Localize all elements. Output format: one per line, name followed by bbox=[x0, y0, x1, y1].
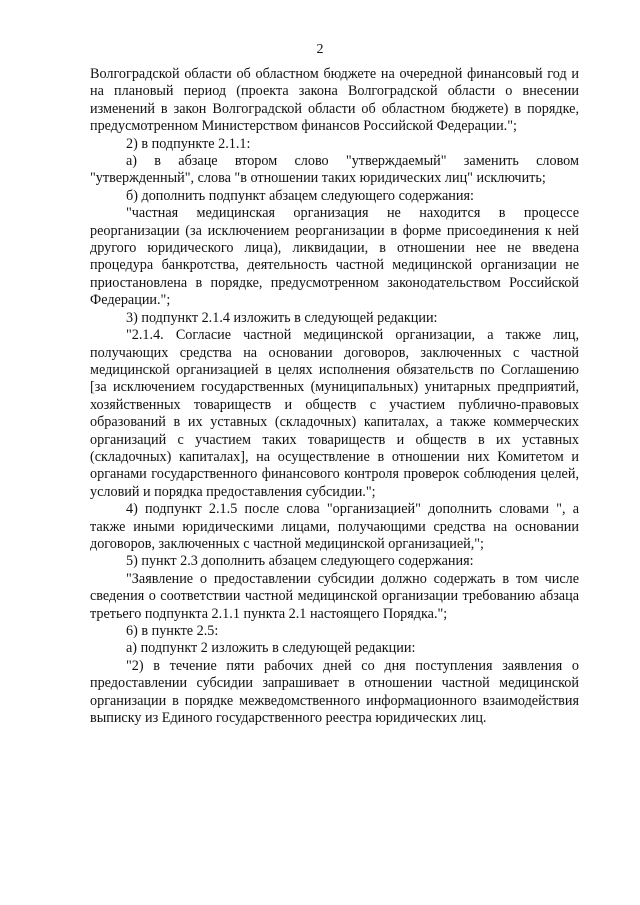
paragraph-quote-2-1-4: "2.1.4. Согласие частной медицинской организации, а также лиц, получающих средства на основании договоров, заключенных с частной медицинской организацией в целях исполнения обязательств по Соглашению [за исключением государственных (муниципальных) унитарных предприятий, хозяйственных товариществ и обществ с участием публично-правовых образований в их уставных (складочных) капиталах, а также коммерческих организаций с участием таких товариществ и обществ в их уставных (складочных) капиталах], на осуществление в отношении них Комитетом и органами государственного финансового контроля проверок соблюдения целей, условий и порядка предоставления субсидии."; bbox=[90, 327, 579, 500]
paragraph-subitem-b: б) дополнить подпункт абзацем следующего содержания: bbox=[126, 187, 474, 204]
paragraph-quote-2: "2) в течение пяти рабочих дней со дня поступления заявления о предоставлении субсидии запрашивает в отношении частной медицинской организации в порядке межведомственного информационного взаимодействия выписку из Единого государственного реестра юридических лиц. bbox=[90, 657, 579, 727]
paragraph-item-6-subitem-a: а) подпункт 2 изложить в следующей редакции: bbox=[126, 640, 416, 657]
paragraph-item-5: 5) пункт 2.3 дополнить абзацем следующего содержания: bbox=[126, 553, 474, 570]
paragraph-subitem-a: а) в абзаце втором слово "утверждаемый" заменить словом "утвержденный", слова "в отношении таких юридических лиц" исключить; bbox=[90, 153, 579, 187]
paragraph-quote-organization: "частная медицинская организация не находится в процессе реорганизации (за исключением реорганизации в форме присоединения к ней другого юридического лица), ликвидации, в отношении нее не введена процедура банкротства, деятельность частной медицинской организации не приостановлена в порядке, предусмотренном законодательством Российской Федерации."; bbox=[90, 205, 579, 309]
document-body bbox=[90, 66, 579, 727]
page-number: 2 bbox=[316, 42, 324, 57]
paragraph-item-4: 4) подпункт 2.1.5 после слова "организацией" дополнить словами ", а также иными юридическими лицами, получающими средства на основании договоров, заключенных с частной медицинской организацией,"; bbox=[90, 501, 579, 552]
paragraph-quote-application: "Заявление о предоставлении субсидии должно содержать в том числе сведения о соответствии частной медицинской организации требованию абзаца третьего подпункта 2.1.1 пункта 2.1 настоящего Порядка."; bbox=[90, 570, 579, 622]
paragraph-item-2: 2) в подпункте 2.1.1: bbox=[126, 135, 251, 152]
paragraph-item-6: 6) в пункте 2.5: bbox=[126, 623, 219, 639]
paragraph-item-3: 3) подпункт 2.1.4 изложить в следующей редакции: bbox=[126, 309, 438, 326]
paragraph-continuation: Волгоградской области об областном бюджете на очередной финансовый год и на плановый период (проекта закона Волгоградской области о внесении изменений в закон Волгоградской области об областном бюджете) в порядке, предусмотренном Министерством финансов Российской Федерации."; bbox=[90, 66, 579, 135]
